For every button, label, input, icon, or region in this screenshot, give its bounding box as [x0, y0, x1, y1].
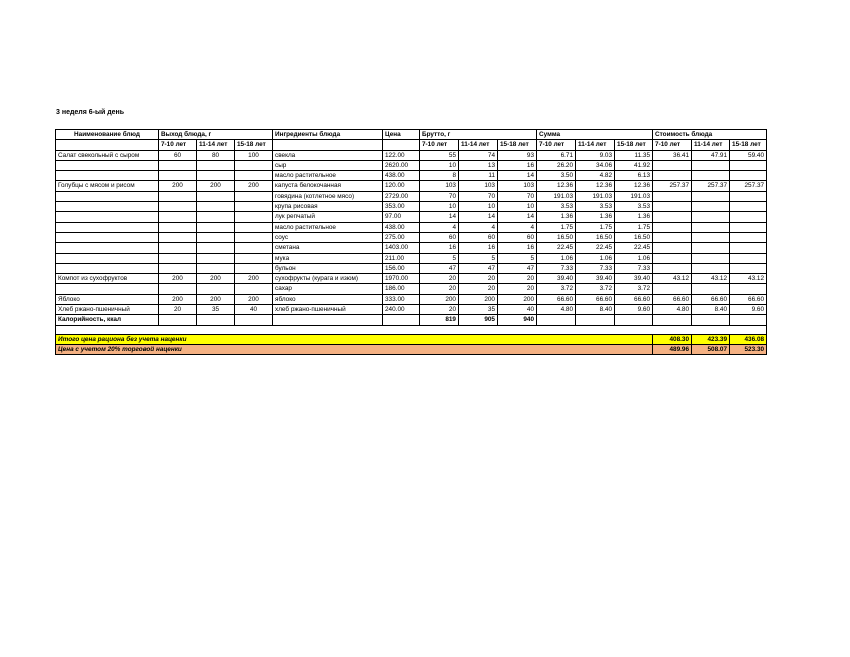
price-value: 186.00: [383, 284, 420, 294]
dish-name: [56, 263, 159, 273]
sum-value: 1.06: [576, 253, 615, 263]
total-value: 408.30: [653, 334, 692, 344]
dish-name: Голубцы с мясом и рисом: [56, 181, 159, 191]
sum-value: 12.36: [537, 181, 576, 191]
ingredient-name: сухофрукты (курага и изюм): [273, 274, 383, 284]
cost-value: [692, 222, 730, 232]
yield-value: 40: [235, 305, 273, 315]
yield-value: [235, 243, 273, 253]
yield-value: [197, 202, 235, 212]
yield-value: 100: [235, 150, 273, 160]
age-header-row: [56, 140, 767, 150]
dish-name: [56, 253, 159, 263]
gross-value: 5: [420, 253, 459, 263]
gross-value: 4: [498, 222, 537, 232]
sum-value: 191.03: [537, 191, 576, 201]
age-header: 7-10 лет: [537, 140, 576, 150]
yield-value: [197, 160, 235, 170]
yield-value: 60: [159, 150, 197, 160]
ingredient-name: масло растительное: [273, 222, 383, 232]
gross-value: 16: [459, 243, 498, 253]
markup-value: 523.30: [730, 344, 767, 354]
sum-value: 34.06: [576, 160, 615, 170]
sum-value: 66.60: [537, 294, 576, 304]
sum-value: 1.06: [615, 253, 653, 263]
yield-value: [235, 191, 273, 201]
gross-value: 5: [459, 253, 498, 263]
gross-value: 10: [420, 160, 459, 170]
price-value: 97.00: [383, 212, 420, 222]
gross-value: 20: [420, 305, 459, 315]
yield-value: 200: [235, 294, 273, 304]
sum-value: 66.60: [576, 294, 615, 304]
gross-value: 55: [420, 150, 459, 160]
age-header: 11-14 лет: [459, 140, 498, 150]
yield-value: [235, 232, 273, 242]
table-row: [56, 202, 767, 212]
table-row: [56, 171, 767, 181]
sum-value: 4.80: [537, 305, 576, 315]
gross-value: 103: [420, 181, 459, 191]
age-header: 11-14 лет: [197, 140, 235, 150]
yield-value: 200: [197, 181, 235, 191]
dish-name: [56, 212, 159, 222]
yield-value: [235, 263, 273, 273]
cost-value: [692, 243, 730, 253]
header-price: Цена: [383, 130, 420, 140]
table-row: [56, 191, 767, 201]
gross-value: 20: [420, 284, 459, 294]
total-value: 423.39: [692, 334, 730, 344]
gross-value: 14: [498, 212, 537, 222]
table-row: [56, 243, 767, 253]
calories-value: 819: [420, 315, 459, 325]
gross-value: 10: [498, 202, 537, 212]
gross-value: 70: [459, 191, 498, 201]
price-value: 438.00: [383, 171, 420, 181]
sum-value: 1.75: [576, 222, 615, 232]
gross-value: 35: [459, 305, 498, 315]
yield-value: [159, 263, 197, 273]
table-row: [56, 253, 767, 263]
sum-value: 16.50: [576, 232, 615, 242]
age-header: 15-18 лет: [615, 140, 653, 150]
price-value: 333.00: [383, 294, 420, 304]
cost-value: 43.12: [692, 274, 730, 284]
yield-value: 200: [159, 294, 197, 304]
calories-value: 905: [459, 315, 498, 325]
price-value: 122.00: [383, 150, 420, 160]
gross-value: 5: [498, 253, 537, 263]
cost-value: [730, 232, 767, 242]
gross-value: 16: [498, 243, 537, 253]
gross-value: 40: [498, 305, 537, 315]
table-row: [56, 294, 767, 304]
menu-cost-table: [55, 129, 767, 355]
ingredient-name: соус: [273, 232, 383, 242]
sum-value: 39.40: [537, 274, 576, 284]
yield-value: [197, 263, 235, 273]
dish-name: [56, 243, 159, 253]
sum-value: 3.53: [537, 202, 576, 212]
cost-value: 257.37: [653, 181, 692, 191]
age-header: 7-10 лет: [159, 140, 197, 150]
gross-value: 20: [420, 274, 459, 284]
gross-value: 8: [420, 171, 459, 181]
dish-name: [56, 202, 159, 212]
cost-value: [653, 160, 692, 170]
ingredient-name: свекла: [273, 150, 383, 160]
cost-value: [730, 284, 767, 294]
dish-name: Яблоко: [56, 294, 159, 304]
table-row: [56, 222, 767, 232]
gross-value: 16: [420, 243, 459, 253]
cost-value: [692, 253, 730, 263]
calories-label: Калорийность, ккал: [56, 315, 159, 325]
cost-value: [653, 222, 692, 232]
cost-value: [653, 212, 692, 222]
calories-value: 940: [498, 315, 537, 325]
cost-value: 257.37: [692, 181, 730, 191]
total-row: [56, 334, 767, 344]
sum-value: 16.50: [615, 232, 653, 242]
gross-value: 47: [498, 263, 537, 273]
ingredient-name: капуста белокочанная: [273, 181, 383, 191]
ingredient-name: яблоко: [273, 294, 383, 304]
price-value: 2620.00: [383, 160, 420, 170]
ingredient-name: лук репчатый: [273, 212, 383, 222]
gross-value: 47: [420, 263, 459, 273]
markup-row: [56, 344, 767, 354]
cost-value: [730, 191, 767, 201]
markup-value: 508.07: [692, 344, 730, 354]
table-row: [56, 305, 767, 315]
cost-value: [730, 243, 767, 253]
sum-value: 1.75: [615, 222, 653, 232]
total-label: Итого цена рациона без учета наценки: [56, 334, 653, 344]
dish-name: Компот из сухофруктов: [56, 274, 159, 284]
calories-row: [56, 315, 767, 325]
age-header: 7-10 лет: [653, 140, 692, 150]
age-header: 11-14 лет: [576, 140, 615, 150]
cost-value: [653, 263, 692, 273]
table-row: [56, 181, 767, 191]
gross-value: 93: [498, 150, 537, 160]
dish-name: [56, 160, 159, 170]
yield-value: [235, 160, 273, 170]
gross-value: 16: [498, 160, 537, 170]
gross-value: 10: [459, 202, 498, 212]
dish-name: [56, 284, 159, 294]
age-header: 15-18 лет: [730, 140, 767, 150]
sum-value: 39.40: [576, 274, 615, 284]
table-row: [56, 284, 767, 294]
cost-value: 36.41: [653, 150, 692, 160]
cost-value: [692, 202, 730, 212]
price-value: 1970.00: [383, 274, 420, 284]
ingredient-name: говядина (котлетное мясо): [273, 191, 383, 201]
sheet-title: 3 неделя 6-ый день: [56, 109, 125, 116]
age-header: 15-18 лет: [235, 140, 273, 150]
sum-value: 16.50: [537, 232, 576, 242]
yield-value: 80: [197, 150, 235, 160]
yield-value: [197, 191, 235, 201]
yield-value: [159, 212, 197, 222]
total-value: 436.08: [730, 334, 767, 344]
yield-value: [159, 222, 197, 232]
dish-name: [56, 171, 159, 181]
price-value: 120.00: [383, 181, 420, 191]
cost-value: [653, 243, 692, 253]
sum-value: 1.75: [537, 222, 576, 232]
yield-value: [235, 202, 273, 212]
gross-value: 14: [420, 212, 459, 222]
sum-value: 26.20: [537, 160, 576, 170]
gross-value: 4: [459, 222, 498, 232]
header-ingredients: Ингредиенты блюда: [273, 130, 383, 140]
spacer-row: [56, 325, 767, 334]
sum-value: 66.60: [615, 294, 653, 304]
yield-value: 35: [197, 305, 235, 315]
gross-value: 13: [459, 160, 498, 170]
yield-value: 200: [197, 274, 235, 284]
ingredient-name: сметана: [273, 243, 383, 253]
cost-value: [730, 160, 767, 170]
cost-value: 4.80: [653, 305, 692, 315]
gross-value: 60: [459, 232, 498, 242]
sum-value: 41.92: [615, 160, 653, 170]
price-value: 1403.00: [383, 243, 420, 253]
gross-value: 14: [498, 171, 537, 181]
gross-value: 60: [498, 232, 537, 242]
yield-value: [235, 284, 273, 294]
gross-value: 70: [498, 191, 537, 201]
sum-value: 1.36: [576, 212, 615, 222]
sum-value: 22.45: [576, 243, 615, 253]
yield-value: [197, 232, 235, 242]
ingredient-name: сахар: [273, 284, 383, 294]
table-row: [56, 274, 767, 284]
cost-value: 43.12: [653, 274, 692, 284]
sum-value: 7.33: [576, 263, 615, 273]
yield-value: [159, 171, 197, 181]
cost-value: 257.37: [730, 181, 767, 191]
markup-label: Цена с учетом 20% торговой наценки: [56, 344, 653, 354]
price-value: 156.00: [383, 263, 420, 273]
sum-value: 11.35: [615, 150, 653, 160]
gross-value: 20: [498, 274, 537, 284]
sum-value: 6.13: [615, 171, 653, 181]
ingredient-name: хлеб ржано-пшеничный: [273, 305, 383, 315]
age-header: 15-18 лет: [498, 140, 537, 150]
header-gross: Брутто, г: [420, 130, 537, 140]
sum-value: 3.53: [615, 202, 653, 212]
sum-value: 191.03: [615, 191, 653, 201]
sum-value: 12.36: [576, 181, 615, 191]
yield-value: [197, 243, 235, 253]
ingredient-name: крупа рисовая: [273, 202, 383, 212]
sum-value: 1.36: [537, 212, 576, 222]
gross-value: 60: [420, 232, 459, 242]
sum-value: 3.72: [615, 284, 653, 294]
dish-name: [56, 232, 159, 242]
yield-value: [197, 253, 235, 263]
table-row: [56, 263, 767, 273]
sum-value: 8.40: [576, 305, 615, 315]
cost-value: 66.60: [730, 294, 767, 304]
cost-value: 66.60: [692, 294, 730, 304]
yield-value: 200: [235, 274, 273, 284]
cost-value: [692, 160, 730, 170]
header-yield: Выход блюда, г: [159, 130, 273, 140]
cost-value: 47.91: [692, 150, 730, 160]
yield-value: 20: [159, 305, 197, 315]
yield-value: 200: [197, 294, 235, 304]
sum-value: 12.36: [615, 181, 653, 191]
dish-name: [56, 191, 159, 201]
age-header: 7-10 лет: [420, 140, 459, 150]
gross-value: 200: [459, 294, 498, 304]
table-row: [56, 212, 767, 222]
ingredient-name: масло растительное: [273, 171, 383, 181]
ingredient-name: мука: [273, 253, 383, 263]
gross-value: 14: [459, 212, 498, 222]
yield-value: [159, 160, 197, 170]
gross-value: 4: [420, 222, 459, 232]
cost-value: 59.40: [730, 150, 767, 160]
yield-value: [197, 222, 235, 232]
header-row: [56, 130, 767, 140]
price-value: 2729.00: [383, 191, 420, 201]
yield-value: [197, 284, 235, 294]
table-row: [56, 232, 767, 242]
dish-name: Салат свекольный с сыром: [56, 150, 159, 160]
gross-value: 10: [420, 202, 459, 212]
dish-name: [56, 222, 159, 232]
cost-value: 9.60: [730, 305, 767, 315]
price-value: 438.00: [383, 222, 420, 232]
sum-value: 191.03: [576, 191, 615, 201]
sum-value: 3.50: [537, 171, 576, 181]
sum-value: 7.33: [615, 263, 653, 273]
cost-value: [730, 263, 767, 273]
gross-value: 74: [459, 150, 498, 160]
sum-value: 1.06: [537, 253, 576, 263]
yield-value: [159, 202, 197, 212]
cost-value: [653, 253, 692, 263]
table-row: [56, 150, 767, 160]
header-sum: Сумма: [537, 130, 653, 140]
gross-value: 200: [420, 294, 459, 304]
sum-value: 22.45: [615, 243, 653, 253]
yield-value: [159, 243, 197, 253]
sum-value: 39.40: [615, 274, 653, 284]
yield-value: [197, 171, 235, 181]
header-cost: Стоимость блюда: [653, 130, 767, 140]
yield-value: [159, 253, 197, 263]
dish-name: Хлеб ржано-пшеничный: [56, 305, 159, 315]
cost-value: [653, 202, 692, 212]
gross-value: 103: [498, 181, 537, 191]
cost-value: [730, 212, 767, 222]
cost-value: [653, 232, 692, 242]
cost-value: [653, 191, 692, 201]
gross-value: 200: [498, 294, 537, 304]
yield-value: [235, 253, 273, 263]
yield-value: [235, 212, 273, 222]
sum-value: 9.60: [615, 305, 653, 315]
yield-value: 200: [235, 181, 273, 191]
cost-value: [692, 232, 730, 242]
cost-value: [730, 202, 767, 212]
cost-value: 8.40: [692, 305, 730, 315]
yield-value: 200: [159, 274, 197, 284]
gross-value: 47: [459, 263, 498, 273]
cost-value: [692, 212, 730, 222]
cost-value: [653, 284, 692, 294]
gross-value: 103: [459, 181, 498, 191]
ingredient-name: бульон: [273, 263, 383, 273]
price-value: 353.00: [383, 202, 420, 212]
ingredient-name: сыр: [273, 160, 383, 170]
cost-value: [692, 171, 730, 181]
cost-value: [730, 171, 767, 181]
price-value: 240.00: [383, 305, 420, 315]
sum-value: 9.03: [576, 150, 615, 160]
yield-value: [235, 171, 273, 181]
cost-value: [692, 284, 730, 294]
cost-value: [730, 253, 767, 263]
gross-value: 70: [420, 191, 459, 201]
cost-value: 66.60: [653, 294, 692, 304]
sum-value: 3.72: [537, 284, 576, 294]
gross-value: 11: [459, 171, 498, 181]
yield-value: 200: [159, 181, 197, 191]
sum-value: 4.82: [576, 171, 615, 181]
yield-value: [235, 222, 273, 232]
sum-value: 3.72: [576, 284, 615, 294]
sum-value: 22.45: [537, 243, 576, 253]
yield-value: [197, 212, 235, 222]
sum-value: 1.36: [615, 212, 653, 222]
cost-value: 43.12: [730, 274, 767, 284]
table-row: [56, 160, 767, 170]
sum-value: 7.33: [537, 263, 576, 273]
cost-value: [730, 222, 767, 232]
gross-value: 20: [459, 274, 498, 284]
cost-value: [692, 263, 730, 273]
yield-value: [159, 191, 197, 201]
gross-value: 20: [459, 284, 498, 294]
age-header: 11-14 лет: [692, 140, 730, 150]
markup-value: 489.96: [653, 344, 692, 354]
price-value: 275.00: [383, 232, 420, 242]
cost-value: [653, 171, 692, 181]
header-dish: Наименование блюд: [56, 130, 159, 140]
sum-value: 3.53: [576, 202, 615, 212]
sum-value: 6.71: [537, 150, 576, 160]
gross-value: 20: [498, 284, 537, 294]
cost-value: [692, 191, 730, 201]
price-value: 211.00: [383, 253, 420, 263]
yield-value: [159, 284, 197, 294]
yield-value: [159, 232, 197, 242]
